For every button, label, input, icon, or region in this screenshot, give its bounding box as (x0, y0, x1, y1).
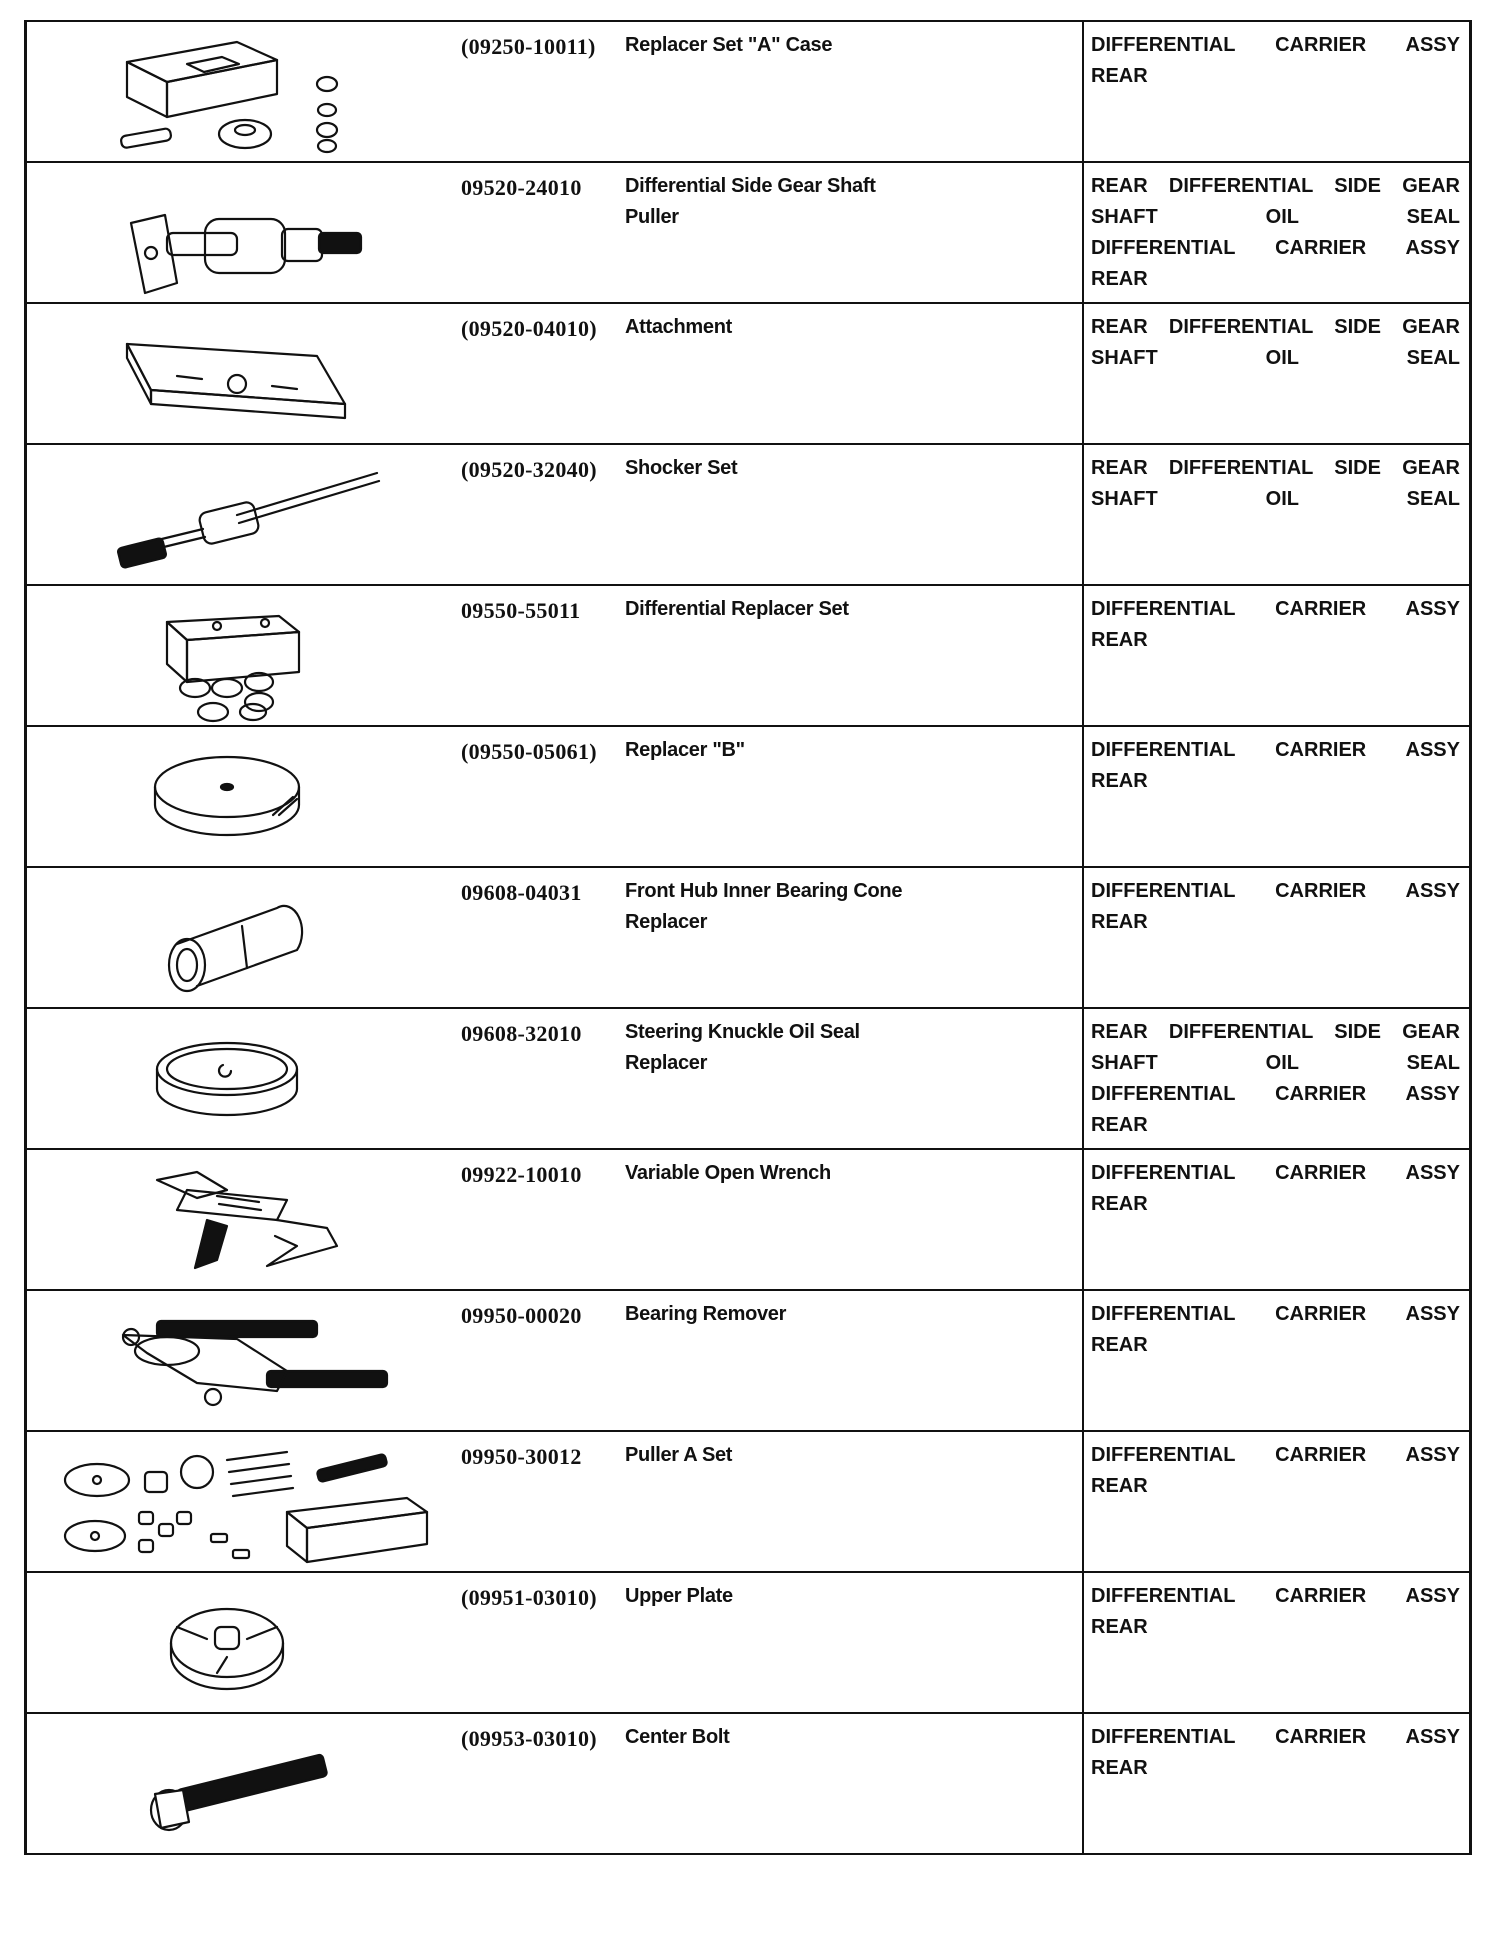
usage-line: REAR (1091, 770, 1148, 792)
usage-line: REAR (1091, 629, 1148, 651)
usage-line: SHAFT OIL SEAL (1091, 206, 1460, 228)
oil-seal-replacer-icon (27, 1009, 451, 1148)
tool-illustration-cell (26, 585, 452, 726)
tool-name-line: Replacer "B" (625, 739, 745, 761)
tool-name-line: Replacer Set "A" Case (625, 34, 833, 56)
part-number: 09608-32010 (461, 1021, 582, 1046)
bearing-cone-replacer-icon (27, 868, 451, 1007)
usage-line: DIFFERENTIAL CARRIER ASSY (1091, 1444, 1460, 1466)
part-number: (09520-04010) (461, 316, 597, 341)
part-number: 09520-24010 (461, 175, 582, 200)
usage-cell (1083, 1149, 1471, 1290)
tool-name-line: Bearing Remover (625, 1303, 787, 1325)
table-row (26, 1713, 1471, 1854)
part-number: (09550-05061) (461, 739, 597, 764)
table-row (26, 867, 1471, 1008)
usage-cell (1083, 585, 1471, 726)
tool-name-cell (621, 21, 1083, 162)
usage-line: DIFFERENTIAL CARRIER ASSY (1091, 1585, 1460, 1607)
table-row (26, 444, 1471, 585)
part-number: 09950-30012 (461, 1444, 582, 1469)
part-number: 09608-04031 (461, 880, 582, 905)
tool-illustration-cell (26, 444, 452, 585)
part-number-cell (451, 1713, 621, 1854)
usage-line: REAR DIFFERENTIAL SIDE GEAR (1091, 175, 1460, 197)
tool-name-line: Center Bolt (625, 1726, 730, 1748)
usage-line: SHAFT OIL SEAL (1091, 488, 1460, 510)
usage-cell (1083, 444, 1471, 585)
tool-name-cell (621, 867, 1083, 1008)
table-row (26, 1008, 1471, 1149)
part-number: (09951-03010) (461, 1585, 597, 1610)
special-service-tools-table (24, 20, 1472, 1855)
tool-illustration-cell (26, 1290, 452, 1431)
table-row (26, 1572, 1471, 1713)
usage-cell (1083, 21, 1471, 162)
tool-name-line: Shocker Set (625, 457, 738, 479)
bearing-remover-icon (27, 1291, 451, 1430)
part-number: 09922-10010 (461, 1162, 582, 1187)
part-number-cell (451, 726, 621, 867)
usage-line: REAR (1091, 1757, 1148, 1779)
usage-line: DIFFERENTIAL CARRIER ASSY (1091, 880, 1460, 902)
usage-line: DIFFERENTIAL CARRIER ASSY (1091, 1726, 1460, 1748)
tool-name-line: Puller (625, 206, 679, 228)
tool-name-cell (621, 162, 1083, 303)
usage-line: REAR (1091, 1475, 1148, 1497)
usage-line: REAR (1091, 268, 1148, 290)
part-number-cell (451, 162, 621, 303)
tool-illustration-cell (26, 1149, 452, 1290)
part-number-cell (451, 444, 621, 585)
tool-name-line: Replacer (625, 911, 708, 933)
tool-name-cell (621, 1713, 1083, 1854)
part-number-cell (451, 21, 621, 162)
tool-name-line: Steering Knuckle Oil Seal (625, 1021, 860, 1043)
usage-cell (1083, 1713, 1471, 1854)
replacer-disc-icon (27, 727, 451, 866)
tool-name-cell (621, 1290, 1083, 1431)
table-row (26, 303, 1471, 444)
usage-line: DIFFERENTIAL CARRIER ASSY (1091, 1303, 1460, 1325)
tool-name-line: Variable Open Wrench (625, 1162, 831, 1184)
usage-line: DIFFERENTIAL CARRIER ASSY (1091, 1083, 1460, 1105)
tool-illustration-cell (26, 726, 452, 867)
part-number-cell (451, 1008, 621, 1149)
part-number-cell (451, 867, 621, 1008)
usage-line: REAR (1091, 65, 1148, 87)
part-number-cell (451, 1431, 621, 1572)
tool-illustration-cell (26, 1572, 452, 1713)
usage-line: REAR (1091, 1616, 1148, 1638)
part-number-cell (451, 303, 621, 444)
tool-illustration-cell (26, 1008, 452, 1149)
replacer-set-case-icon (27, 586, 451, 725)
gear-shaft-puller-icon (27, 163, 451, 302)
usage-line: SHAFT OIL SEAL (1091, 1052, 1460, 1074)
part-number: (09520-32040) (461, 457, 597, 482)
usage-line: DIFFERENTIAL CARRIER ASSY (1091, 237, 1460, 259)
table-row (26, 1149, 1471, 1290)
usage-line: REAR DIFFERENTIAL SIDE GEAR (1091, 316, 1460, 338)
table-row (26, 726, 1471, 867)
part-number: (09953-03010) (461, 1726, 597, 1751)
center-bolt-icon (27, 1714, 451, 1853)
tool-name-cell (621, 726, 1083, 867)
usage-line: REAR (1091, 1193, 1148, 1215)
open-wrench-icon (27, 1150, 451, 1289)
sliding-hammer-icon (27, 445, 451, 584)
usage-cell (1083, 303, 1471, 444)
attachment-plate-icon (27, 304, 451, 443)
tool-name-cell (621, 585, 1083, 726)
usage-cell (1083, 726, 1471, 867)
table-row (26, 162, 1471, 303)
tool-name-line: Replacer (625, 1052, 708, 1074)
tool-illustration-cell (26, 21, 452, 162)
part-number: (09250-10011) (461, 34, 596, 59)
tool-illustration-cell (26, 1713, 452, 1854)
tool-name-line: Differential Replacer Set (625, 598, 849, 620)
replacer-case-icon (27, 22, 451, 161)
tool-name-line: Attachment (625, 316, 733, 338)
tool-name-cell (621, 303, 1083, 444)
tool-illustration-cell (26, 162, 452, 303)
table-row (26, 1431, 1471, 1572)
usage-cell (1083, 1290, 1471, 1431)
tools-table-body (26, 21, 1471, 1854)
usage-cell (1083, 1572, 1471, 1713)
usage-line: REAR (1091, 911, 1148, 933)
tool-name-line: Puller A Set (625, 1444, 733, 1466)
usage-line: DIFFERENTIAL CARRIER ASSY (1091, 739, 1460, 761)
part-number: 09550-55011 (461, 598, 581, 623)
part-number: 09950-00020 (461, 1303, 582, 1328)
usage-line: DIFFERENTIAL CARRIER ASSY (1091, 1162, 1460, 1184)
usage-cell (1083, 1431, 1471, 1572)
tool-name-line: Upper Plate (625, 1585, 733, 1607)
tool-name-cell (621, 444, 1083, 585)
upper-plate-icon (27, 1573, 451, 1712)
usage-cell (1083, 867, 1471, 1008)
usage-line: REAR (1091, 1334, 1148, 1356)
tool-illustration-cell (26, 303, 452, 444)
tool-name-cell (621, 1572, 1083, 1713)
usage-cell (1083, 1008, 1471, 1149)
part-number-cell (451, 1149, 621, 1290)
part-number-cell (451, 1572, 621, 1713)
tool-name-line: Differential Side Gear Shaft (625, 175, 876, 197)
usage-line: REAR DIFFERENTIAL SIDE GEAR (1091, 457, 1460, 479)
tool-name-cell (621, 1008, 1083, 1149)
usage-line: REAR (1091, 1114, 1148, 1136)
table-row (26, 21, 1471, 162)
table-row (26, 1290, 1471, 1431)
part-number-cell (451, 585, 621, 726)
usage-line: DIFFERENTIAL CARRIER ASSY (1091, 34, 1460, 56)
tool-name-line: Front Hub Inner Bearing Cone (625, 880, 903, 902)
puller-set-icon (27, 1432, 451, 1571)
tool-illustration-cell (26, 867, 452, 1008)
tool-illustration-cell (26, 1431, 452, 1572)
usage-line: SHAFT OIL SEAL (1091, 347, 1460, 369)
usage-cell (1083, 162, 1471, 303)
tool-name-cell (621, 1431, 1083, 1572)
usage-line: DIFFERENTIAL CARRIER ASSY (1091, 598, 1460, 620)
usage-line: REAR DIFFERENTIAL SIDE GEAR (1091, 1021, 1460, 1043)
part-number-cell (451, 1290, 621, 1431)
table-row (26, 585, 1471, 726)
tool-name-cell (621, 1149, 1083, 1290)
